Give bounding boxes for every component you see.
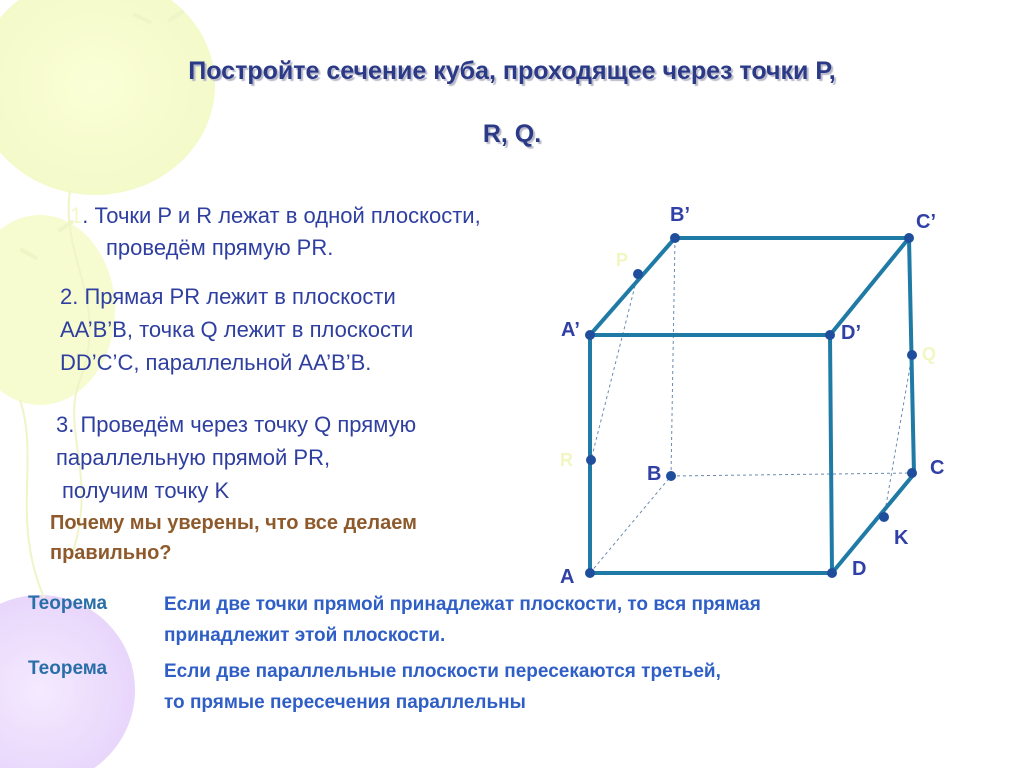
point-b — [666, 471, 676, 481]
label-b1: B’ — [670, 204, 690, 226]
label-d: D — [852, 558, 867, 580]
hidden-edges — [590, 238, 912, 573]
theorem-1-line-2: принадлежит этой плоскости. — [164, 625, 446, 646]
hidden-edge-b-c — [671, 473, 912, 476]
visible-edges — [590, 238, 914, 573]
question-line-1: Почему мы уверены, что все делаем — [50, 512, 417, 534]
theorem-2-label: Теорема — [28, 658, 108, 679]
section-line-p-r — [591, 274, 638, 460]
hidden-edge-b-b1 — [671, 238, 675, 476]
theorem-1-label: Теорема — [28, 593, 108, 614]
step-3-line-1: 3. Проведём через точку Q прямую — [56, 412, 417, 437]
faint-point-labels — [560, 250, 936, 470]
label-r: R — [560, 450, 573, 470]
label-a1: A’ — [561, 319, 580, 341]
question-line-2: правильно? — [50, 542, 172, 564]
point-r — [586, 455, 596, 465]
point-q — [907, 350, 917, 360]
theorem-2-line-1: Если две параллельные плоскости пересекаются третьей, — [164, 661, 721, 682]
step-1-text: . Точки P и R лежат в одной плоскости, — [82, 203, 481, 228]
edge-d1-c1 — [830, 238, 909, 335]
point-c1 — [904, 233, 914, 243]
slide-title-line-2: R, Q. — [482, 120, 542, 148]
step-1-line-2: проведём прямую PR. — [106, 235, 334, 260]
step-3-line-3: получим точку K — [62, 478, 230, 503]
label-c1: C’ — [916, 211, 936, 233]
point-k — [879, 512, 889, 522]
label-d1: D’ — [841, 322, 861, 344]
label-q: Q — [922, 344, 937, 364]
step-2-line-2: AA’B’B, точка Q лежит в плоскости — [60, 317, 414, 342]
step-2-line-1: 2. Прямая PR лежит в плоскости — [60, 284, 396, 309]
label-p: P — [616, 250, 629, 270]
step-1-line-1 — [70, 200, 481, 232]
theorem-1-line-1: Если две точки прямой принадлежат плоскости, то вся прямая — [164, 594, 761, 615]
point-a1 — [585, 330, 595, 340]
edge-a1-b1 — [590, 238, 675, 335]
label-b: B — [647, 463, 662, 485]
point-a — [585, 568, 595, 578]
step-3-line-2: параллельную прямой PR, — [56, 445, 331, 470]
theorem-2-line-2: то прямые пересечения параллельны — [164, 692, 526, 713]
front-face — [590, 335, 832, 573]
slide-title-line-1: Постройте сечение куба, проходящее через точки P, — [188, 57, 836, 85]
step-2-line-3: DD’C’C, параллельной AA’B’B. — [60, 350, 372, 375]
point-d1 — [825, 330, 835, 340]
hidden-edge-a-b — [590, 476, 671, 573]
edge-d-c — [832, 474, 914, 573]
point-d — [827, 568, 837, 578]
label-a: A — [560, 566, 575, 588]
point-p — [633, 269, 643, 279]
label-c: C — [930, 457, 945, 479]
label-k: K — [894, 527, 909, 549]
point-b1 — [670, 233, 680, 243]
step-1-number: 1 — [70, 203, 83, 228]
point-c — [907, 468, 917, 478]
